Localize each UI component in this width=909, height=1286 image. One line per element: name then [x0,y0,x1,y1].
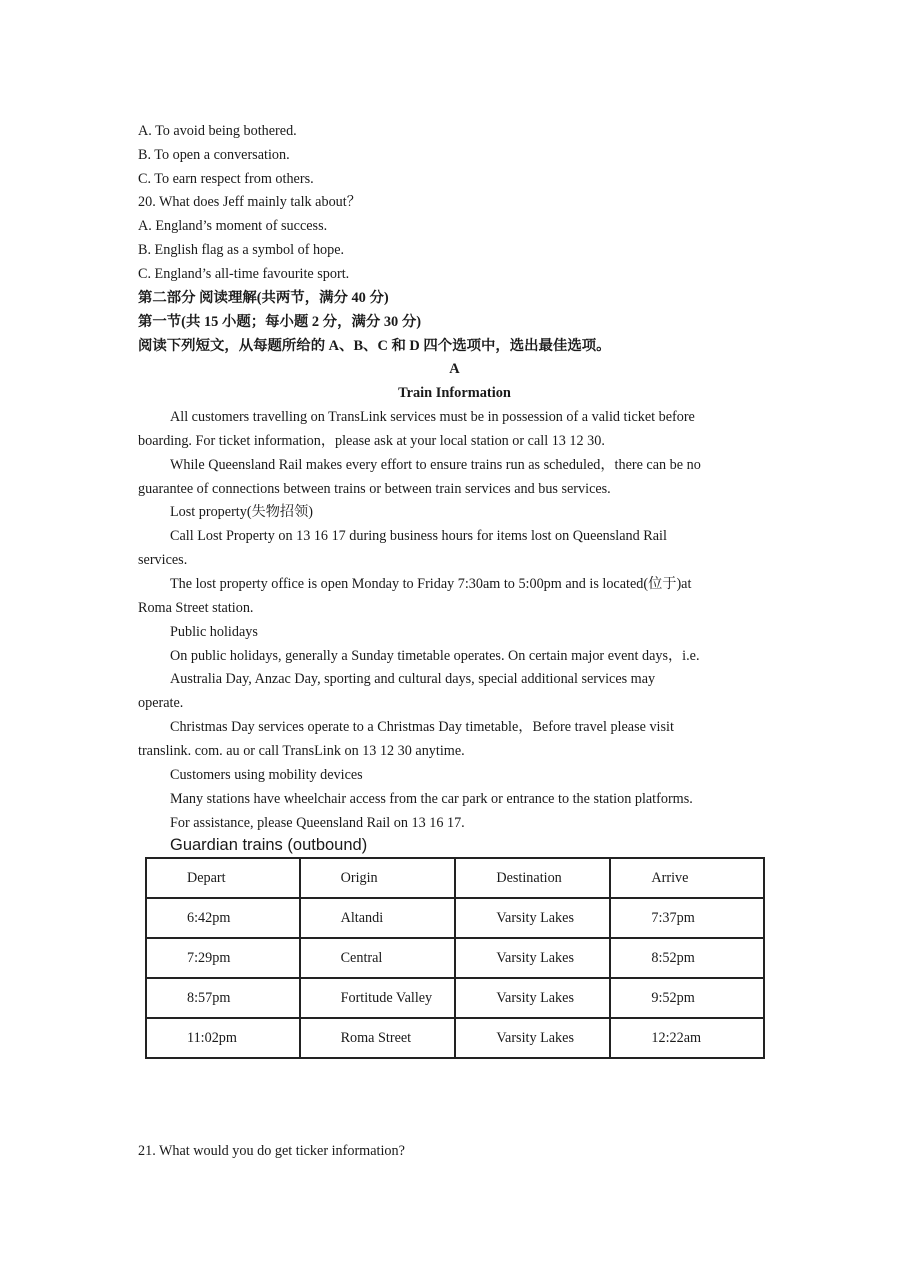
timetable-header-row [146,858,764,898]
section-instruction: 阅读下列短文，从每题所给的 A、B、C 和 D 四个选项中，选出最佳选项。 [138,338,611,354]
passage-line: services. [138,552,188,569]
passage-line: The lost property office is open Monday to Friday 7:30am to 5:00pm and is located(位于)at [170,576,692,592]
passage-line: Public holidays [170,623,258,640]
timetable-cell: 8:52pm [610,938,764,978]
timetable-cell: 12:22am [610,1018,764,1058]
timetable-cell: Varsity Lakes [455,1018,610,1058]
timetable-cell: Altandi [300,898,456,938]
timetable-row [146,898,764,938]
question-20-stem: 20. What does Jeff mainly talk about？ [138,194,361,210]
passage-line: Call Lost Property on 13 16 17 during business hours for items lost on Queensland Rail [170,528,667,545]
question-21-stem: 21. What would you do get ticker information? [138,1143,405,1159]
timetable-row [146,1018,764,1058]
passage-line: Christmas Day services operate to a Christmas Day timetable，Before travel please visit [170,719,674,735]
passage-line: For assistance, please Queensland Rail on 13 16 17. [170,814,465,831]
passage-line: guarantee of connections between trains or between train services and bus services. [138,480,611,497]
prev-option-b: B. To open a conversation. [138,147,290,163]
passage-line: On public holidays, generally a Sunday timetable operates. On certain major event days，i.e. [170,647,700,664]
timetable-header-cell: Arrive [610,858,764,898]
section-sub-heading: 第一节(共 15 小题；每小题 2 分，满分 30 分) [138,314,422,330]
passage-title: Train Information [398,385,511,401]
passage-line: While Queensland Rail makes every effort to ensure trains run as scheduled，there can be no [170,456,701,473]
passage-line: boarding. For ticket information，please ask at your local station or call 13 12 30. [138,432,605,449]
prev-option-a: A. To avoid being bothered. [138,123,297,139]
timetable-header-cell: Depart [146,858,300,898]
timetable [145,857,765,1059]
timetable-cell: 8:57pm [146,978,300,1018]
timetable-row [146,938,764,978]
question-20-option-c: C. England’s all-time favourite sport. [138,266,350,282]
timetable-cell: Varsity Lakes [455,978,610,1018]
timetable-cell: Varsity Lakes [455,898,610,938]
timetable-cell: Fortitude Valley [300,978,456,1018]
timetable-row [146,978,764,1018]
passage-line: Many stations have wheelchair access from the car park or entrance to the station platforms. [170,790,693,807]
section-part-heading: 第二部分 阅读理解(共两节，满分 40 分) [138,290,389,306]
passage-line: translink. com. au or call TransLink on 13 12 30 anytime. [138,742,465,759]
passage-line: Australia Day, Anzac Day, sporting and cultural days, special additional services may [170,671,656,688]
passage-line: Roma Street station. [138,599,254,616]
timetable-cell: 9:52pm [610,978,764,1018]
timetable-cell: 7:37pm [610,898,764,938]
timetable-caption: Guardian trains (outbound) [170,836,368,854]
passage-line: Lost property(失物招领) [170,504,314,521]
prev-option-c: C. To earn respect from others. [138,171,314,187]
passage-letter: A [449,361,460,377]
timetable-cell: Roma Street [300,1018,456,1058]
timetable-header-cell: Origin [300,858,456,898]
question-20-option-a: A. England’s moment of success. [138,218,328,234]
question-20-option-b: B. English flag as a symbol of hope. [138,242,345,258]
timetable-cell: Varsity Lakes [455,938,610,978]
timetable-cell: Central [300,938,456,978]
timetable-header-cell: Destination [455,858,610,898]
timetable-cell: 7:29pm [146,938,300,978]
passage-line: Customers using mobility devices [170,766,363,783]
passage-line: All customers travelling on TransLink services must be in possession of a valid ticket before [170,409,695,425]
timetable-cell: 11:02pm [146,1018,300,1058]
timetable-cell: 6:42pm [146,898,300,938]
passage-line: operate. [138,695,184,712]
